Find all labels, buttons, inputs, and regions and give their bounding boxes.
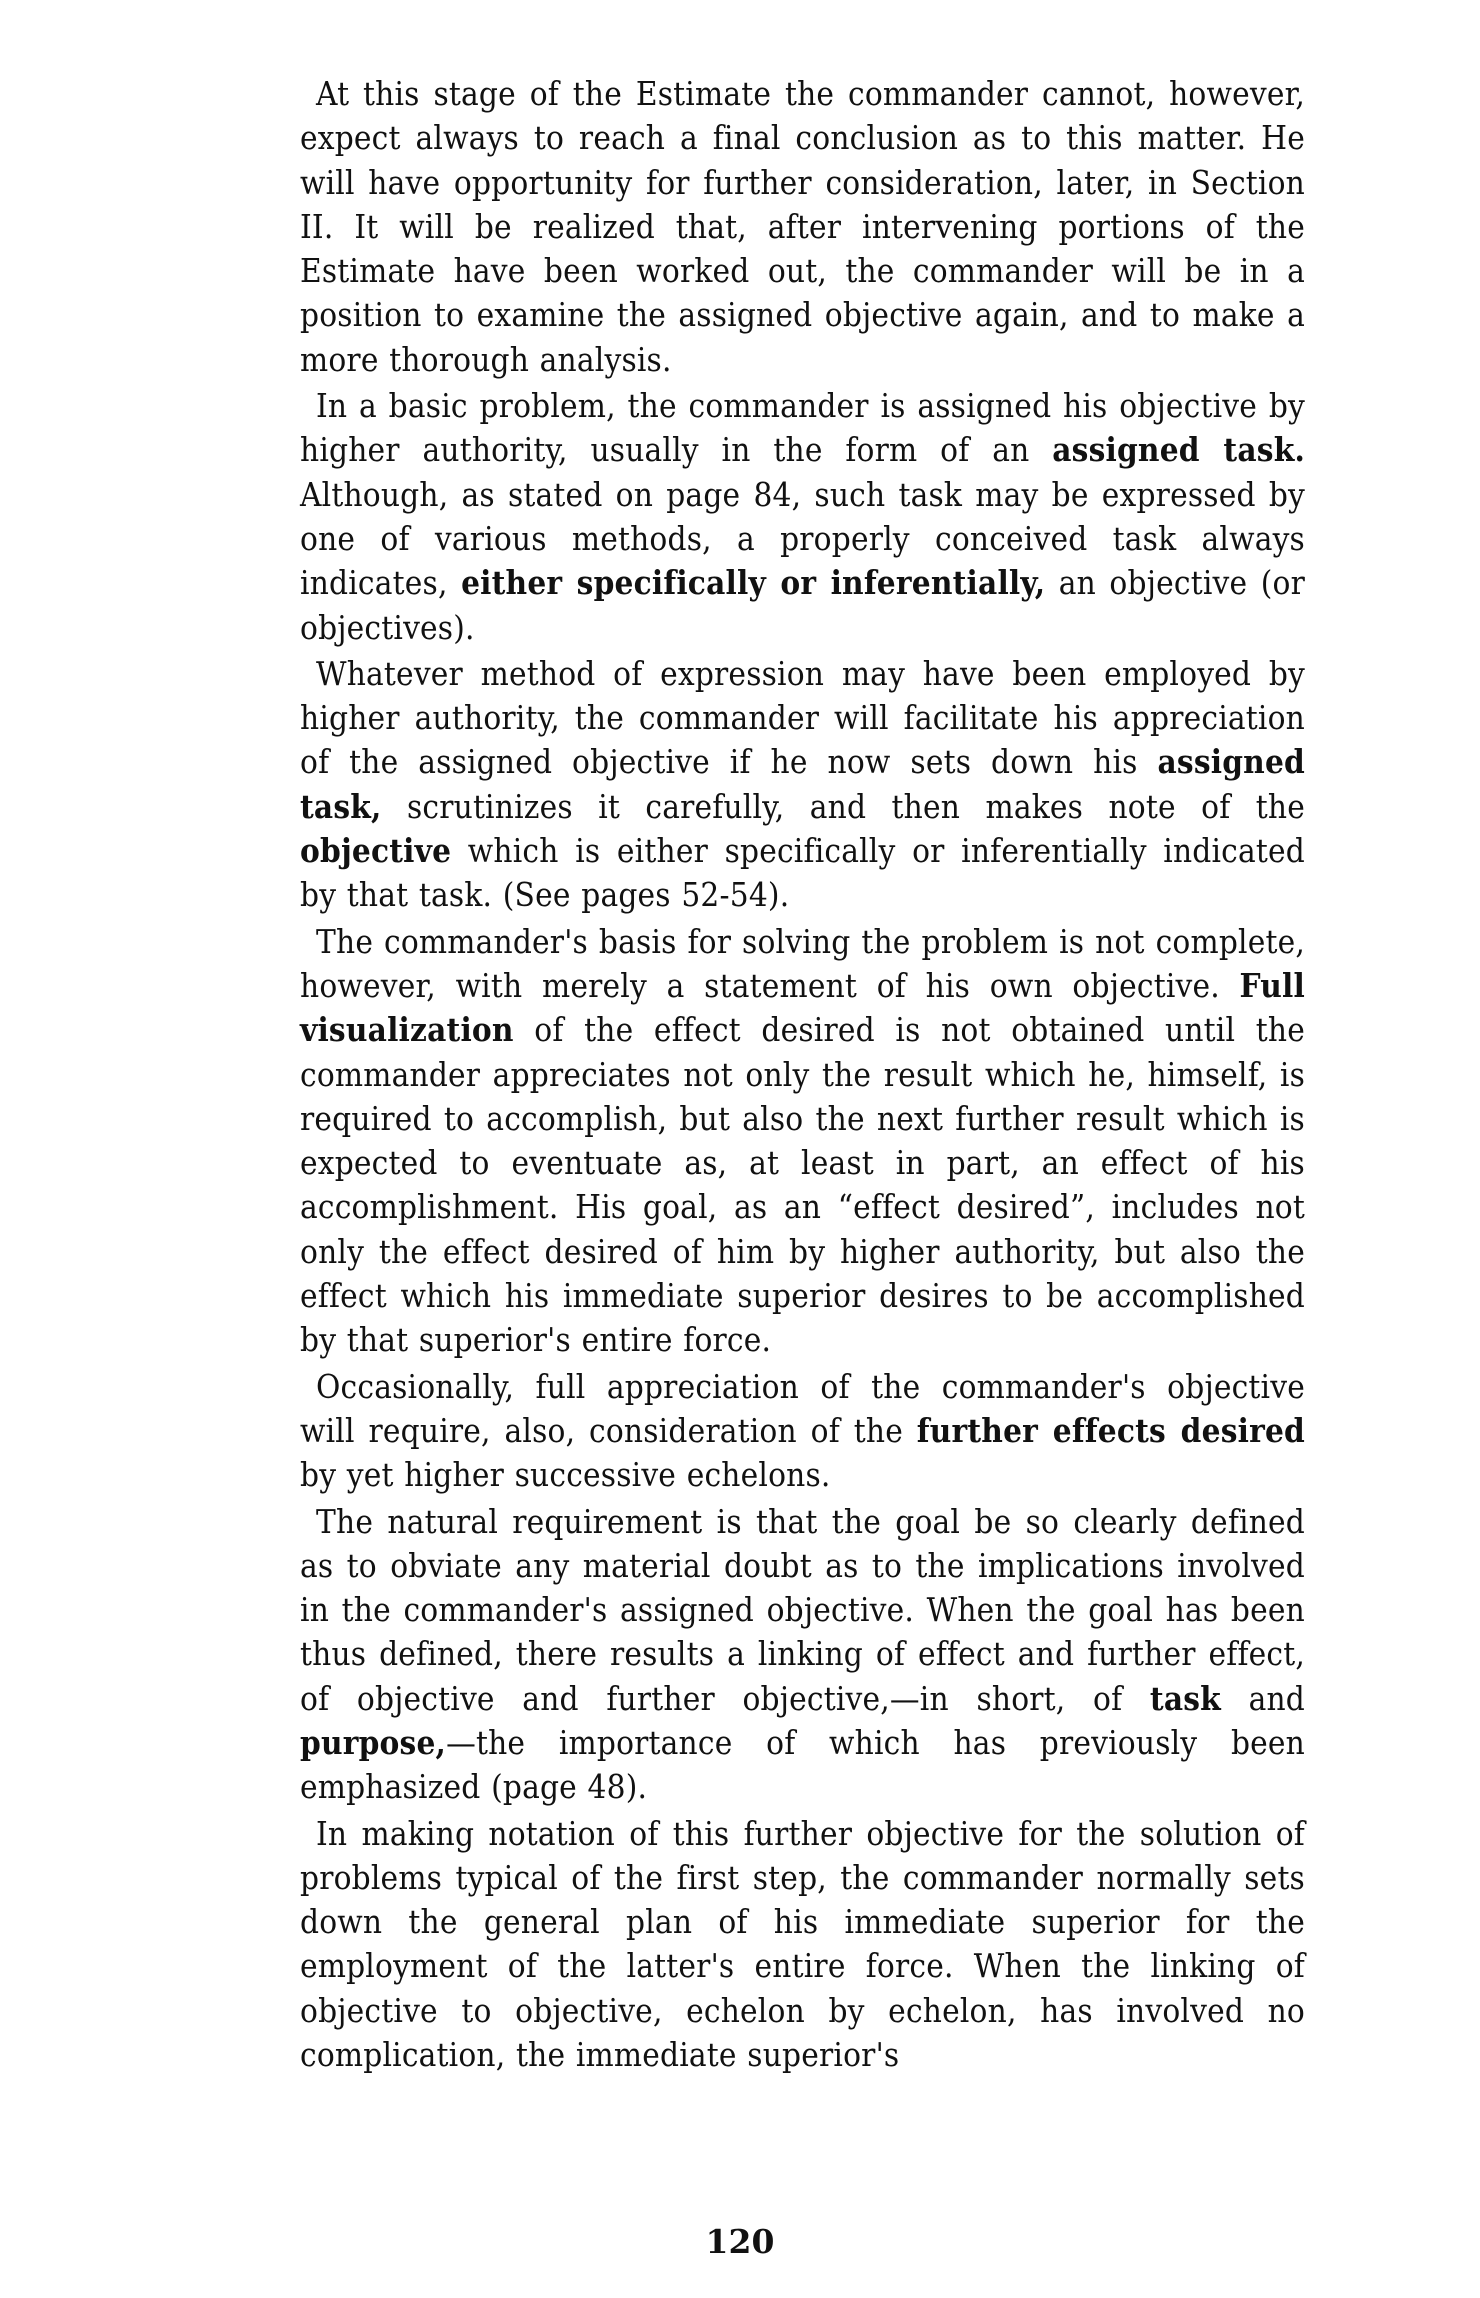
paragraph: [300, 1500, 1305, 1810]
text-run: The commander's basis for solving the problem is not complete, however, with merely a statement of his own objective.: [300, 921, 1305, 1005]
text-run: an objective (or objectives).: [300, 563, 1305, 647]
text-run: In making notation of this further objective for the solution of problems typical of the first step, the commander normally sets down the general plan of his immediate superior for the employment of the latter's entire force. When the linking of objective to objective, echelon by echelon, has involved no complication, the immediate superior's: [300, 1813, 1305, 2075]
bold-phrase: Full visualization: [300, 965, 1305, 1050]
text-run: which is either specifically or inferentially indicated by that task. (See pages 52-54).: [300, 831, 1305, 915]
text-run: of the effect desired is not obtained until the commander appreciates not only the result which he, himself, is required to accomplish, but also the next further result which is expected to eventuate as, at least in part, an effect of his accomplishment. His goal, as an “effect desired”, includes not only the effect desired of him by higher authority, but also the effect which his immediate superior desires to be accomplished by that superior's entire force.: [300, 1010, 1305, 1360]
text-run: At this stage of the Estimate the commander cannot, however, expect always to reach a final conclusion as to this matter. He will have opportunity for further consideration, later, in Section II. It will be realized that, after intervening portions of the Estimate have been worked out, the commander will be in a position to examine the assigned objective again, and to make a more thorough analysis.: [300, 74, 1305, 379]
bold-phrase: assigned task.: [1052, 430, 1305, 470]
page-body: [300, 72, 1305, 2077]
text-run: and: [1220, 1678, 1305, 1718]
bold-phrase: either specifically or inferentially,: [461, 563, 1046, 603]
text-run: Whatever method of expression may have been employed by higher authority, the commander will facilitate his appreciation of the assigned objective if he now sets down his: [300, 653, 1305, 782]
paragraph: [300, 384, 1305, 650]
text-run: —the importance of which has previously been emphasized (page 48).: [300, 1722, 1305, 1807]
text-run: In a basic problem, the commander is assigned his objective by higher authority, usually in the form of an: [300, 386, 1305, 470]
text-run: The natural requirement is that the goal be so clearly defined as to obviate any material doubt as to the implications involved in the commander's assigned objective. When the goal has been thus defined, there results a linking of effect and further effect, of objective and further objective,—in short, of: [300, 1501, 1305, 1718]
bold-phrase: assigned task,: [300, 742, 1305, 826]
bold-phrase: purpose,: [300, 1722, 447, 1762]
text-run: Although, as stated on page 84, such task may be expressed by one of various methods, a properly conceived task always indicates,: [300, 474, 1305, 603]
paragraph: [300, 72, 1305, 382]
text-run: Occasionally, full appreciation of the commander's objective will require, also, consideration of the: [300, 1366, 1305, 1450]
bold-phrase: objective: [300, 831, 452, 871]
paragraph: [300, 652, 1305, 918]
paragraph: [300, 1812, 1305, 2078]
paragraph: [300, 920, 1305, 1363]
bold-phrase: further effects desired: [916, 1410, 1305, 1450]
paragraph: [300, 1365, 1305, 1498]
text-run: by yet higher successive echelons.: [300, 1455, 831, 1495]
page-number: 120: [705, 2222, 775, 2261]
text-run: scrutinizes it carefully, and then makes note of the: [381, 786, 1305, 826]
bold-phrase: task: [1149, 1678, 1221, 1718]
